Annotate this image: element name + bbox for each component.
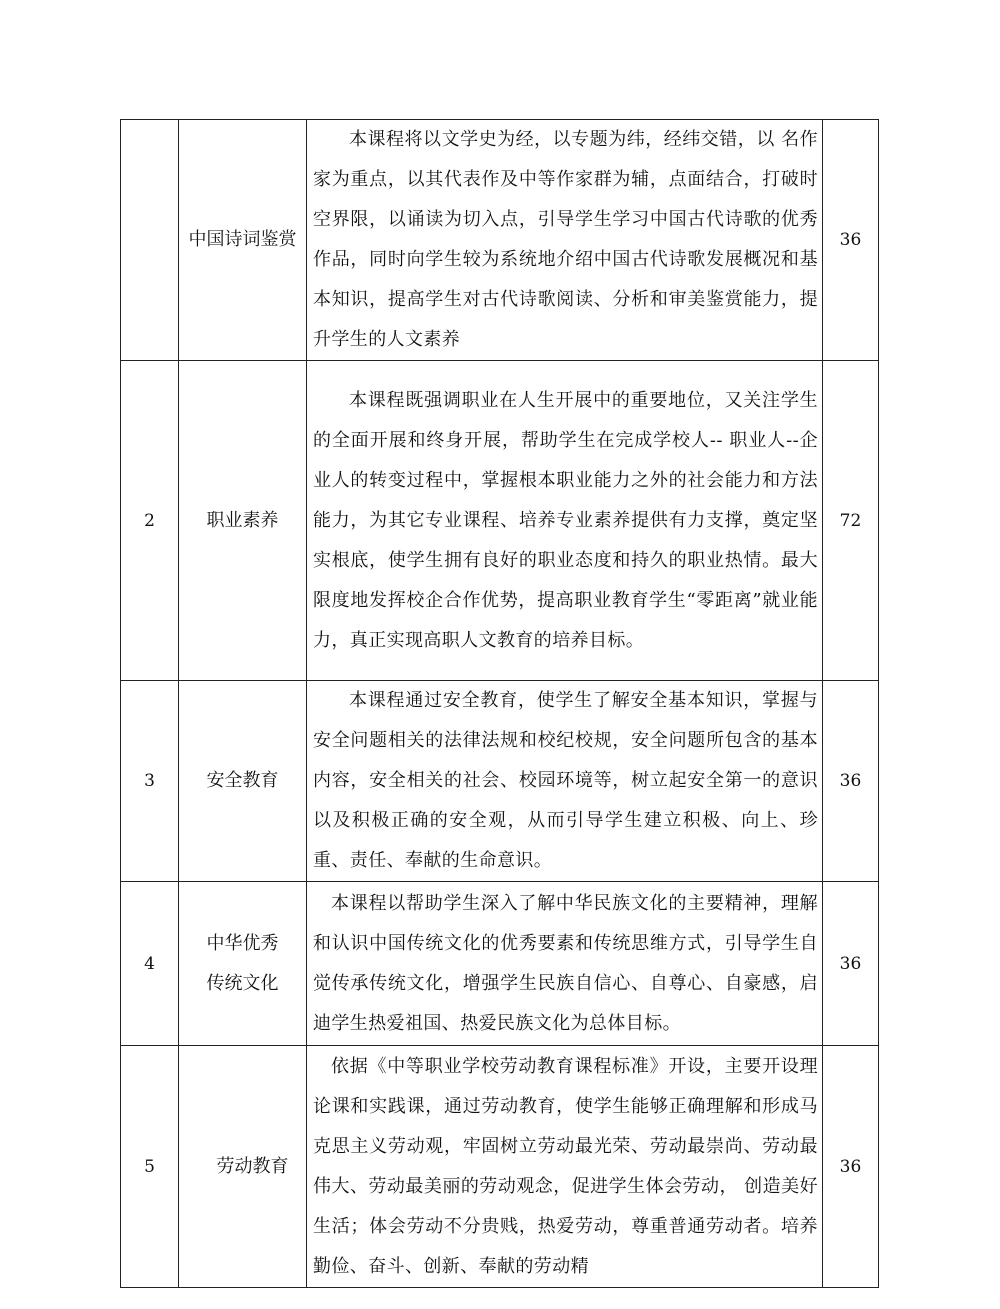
table-row bbox=[121, 882, 879, 1046]
course-name-line: 安全教育 bbox=[206, 770, 279, 791]
course-hours: 36 bbox=[823, 882, 879, 1046]
course-name bbox=[179, 1046, 307, 1288]
course-description bbox=[307, 120, 823, 361]
table-row bbox=[121, 120, 879, 361]
course-table bbox=[120, 119, 879, 1288]
course-name bbox=[179, 361, 307, 681]
course-hours: 36 bbox=[823, 681, 879, 882]
course-name-line: 传统文化 bbox=[206, 972, 279, 994]
course-hours: 36 bbox=[823, 120, 879, 361]
course-name-line: 劳动教育 bbox=[216, 1155, 289, 1177]
course-description bbox=[307, 882, 823, 1046]
course-description-text: 依据《中等职业学校劳动教育课程标准》开设，主要开设理论课和实践课，通过劳动教育，使学生能够正确理解和形成马克思主义劳动观，牢固树立劳动最光荣、劳动最崇尚、劳动最伟大、劳动最美丽的劳动观念，促进学生体会劳动， 创造美好生活；体会劳动不分贵贱，热爱劳动，尊重普通劳动者。培养勤俭、奋斗、创新、奉献的劳动精 bbox=[313, 1055, 818, 1277]
table-row bbox=[121, 361, 879, 681]
row-number: 5 bbox=[121, 1046, 179, 1288]
course-hours: 36 bbox=[823, 1046, 879, 1288]
course-name bbox=[179, 120, 307, 361]
row-number: 4 bbox=[121, 882, 179, 1046]
table-row bbox=[121, 681, 879, 882]
course-name-line: 中国诗词鉴赏 bbox=[188, 229, 297, 250]
table-row bbox=[121, 1046, 879, 1288]
row-number bbox=[121, 120, 179, 361]
course-name bbox=[179, 681, 307, 882]
row-number: 3 bbox=[121, 681, 179, 882]
course-description-text: 本课程以帮助学生深入了解中华民族文化的主要精神，理解和认识中国传统文化的优秀要素和传统思维方式，引导学生自觉传承传统文化，增强学生民族自信心、自尊心、自豪感，启迪学生热爱祖国、热爱民族文化为总体目标。 bbox=[313, 892, 818, 1034]
row-number: 2 bbox=[121, 361, 179, 681]
course-description-text: 本课程既强调职业在人生开展中的重要地位，又关注学生的全面开展和终身开展，帮助学生在完成学校人-- 职业人--企业人的转变过程中，掌握根本职业能力之外的社会能力和方法能力，为其它专业课程、培养专业素养提供有力支撑，奠定坚实根底，使学生拥有良好的职业态度和持久的职业热情。最大限度地发挥校企合作优势，提高职业教育学生“零距离”就业能力，真正实现高职人文教育的培养目标。 bbox=[313, 389, 818, 651]
course-description bbox=[307, 681, 823, 882]
course-name-line: 中华优秀 bbox=[206, 932, 279, 954]
course-description bbox=[307, 1046, 823, 1288]
course-name-line: 职业素养 bbox=[206, 509, 279, 531]
course-hours: 72 bbox=[823, 361, 879, 681]
course-description bbox=[307, 361, 823, 681]
course-name bbox=[179, 882, 307, 1046]
course-description-text: 本课程将以文学史为经，以专题为纬，经纬交错，以 名作家为重点，以其代表作及中等作家群为辅，点面结合，打破时空界限，以诵读为切入点，引导学生学习中国古代诗歌的优秀作品，同时向学生较为系统地介绍中国古代诗歌发展概况和基本知识，提高学生对古代诗歌阅读、分析和审美鉴赏能力，提升学生的人文素养 bbox=[313, 129, 818, 350]
course-description-text: 本课程通过安全教育，使学生了解安全基本知识，掌握与安全问题相关的法律法规和校纪校规，安全问题所包含的基本内容，安全相关的社会、校园环境等，树立起安全第一的意识以及积极正确的安全观，从而引导学生建立积极、向上、珍重、责任、奉献的生命意识。 bbox=[313, 690, 818, 871]
